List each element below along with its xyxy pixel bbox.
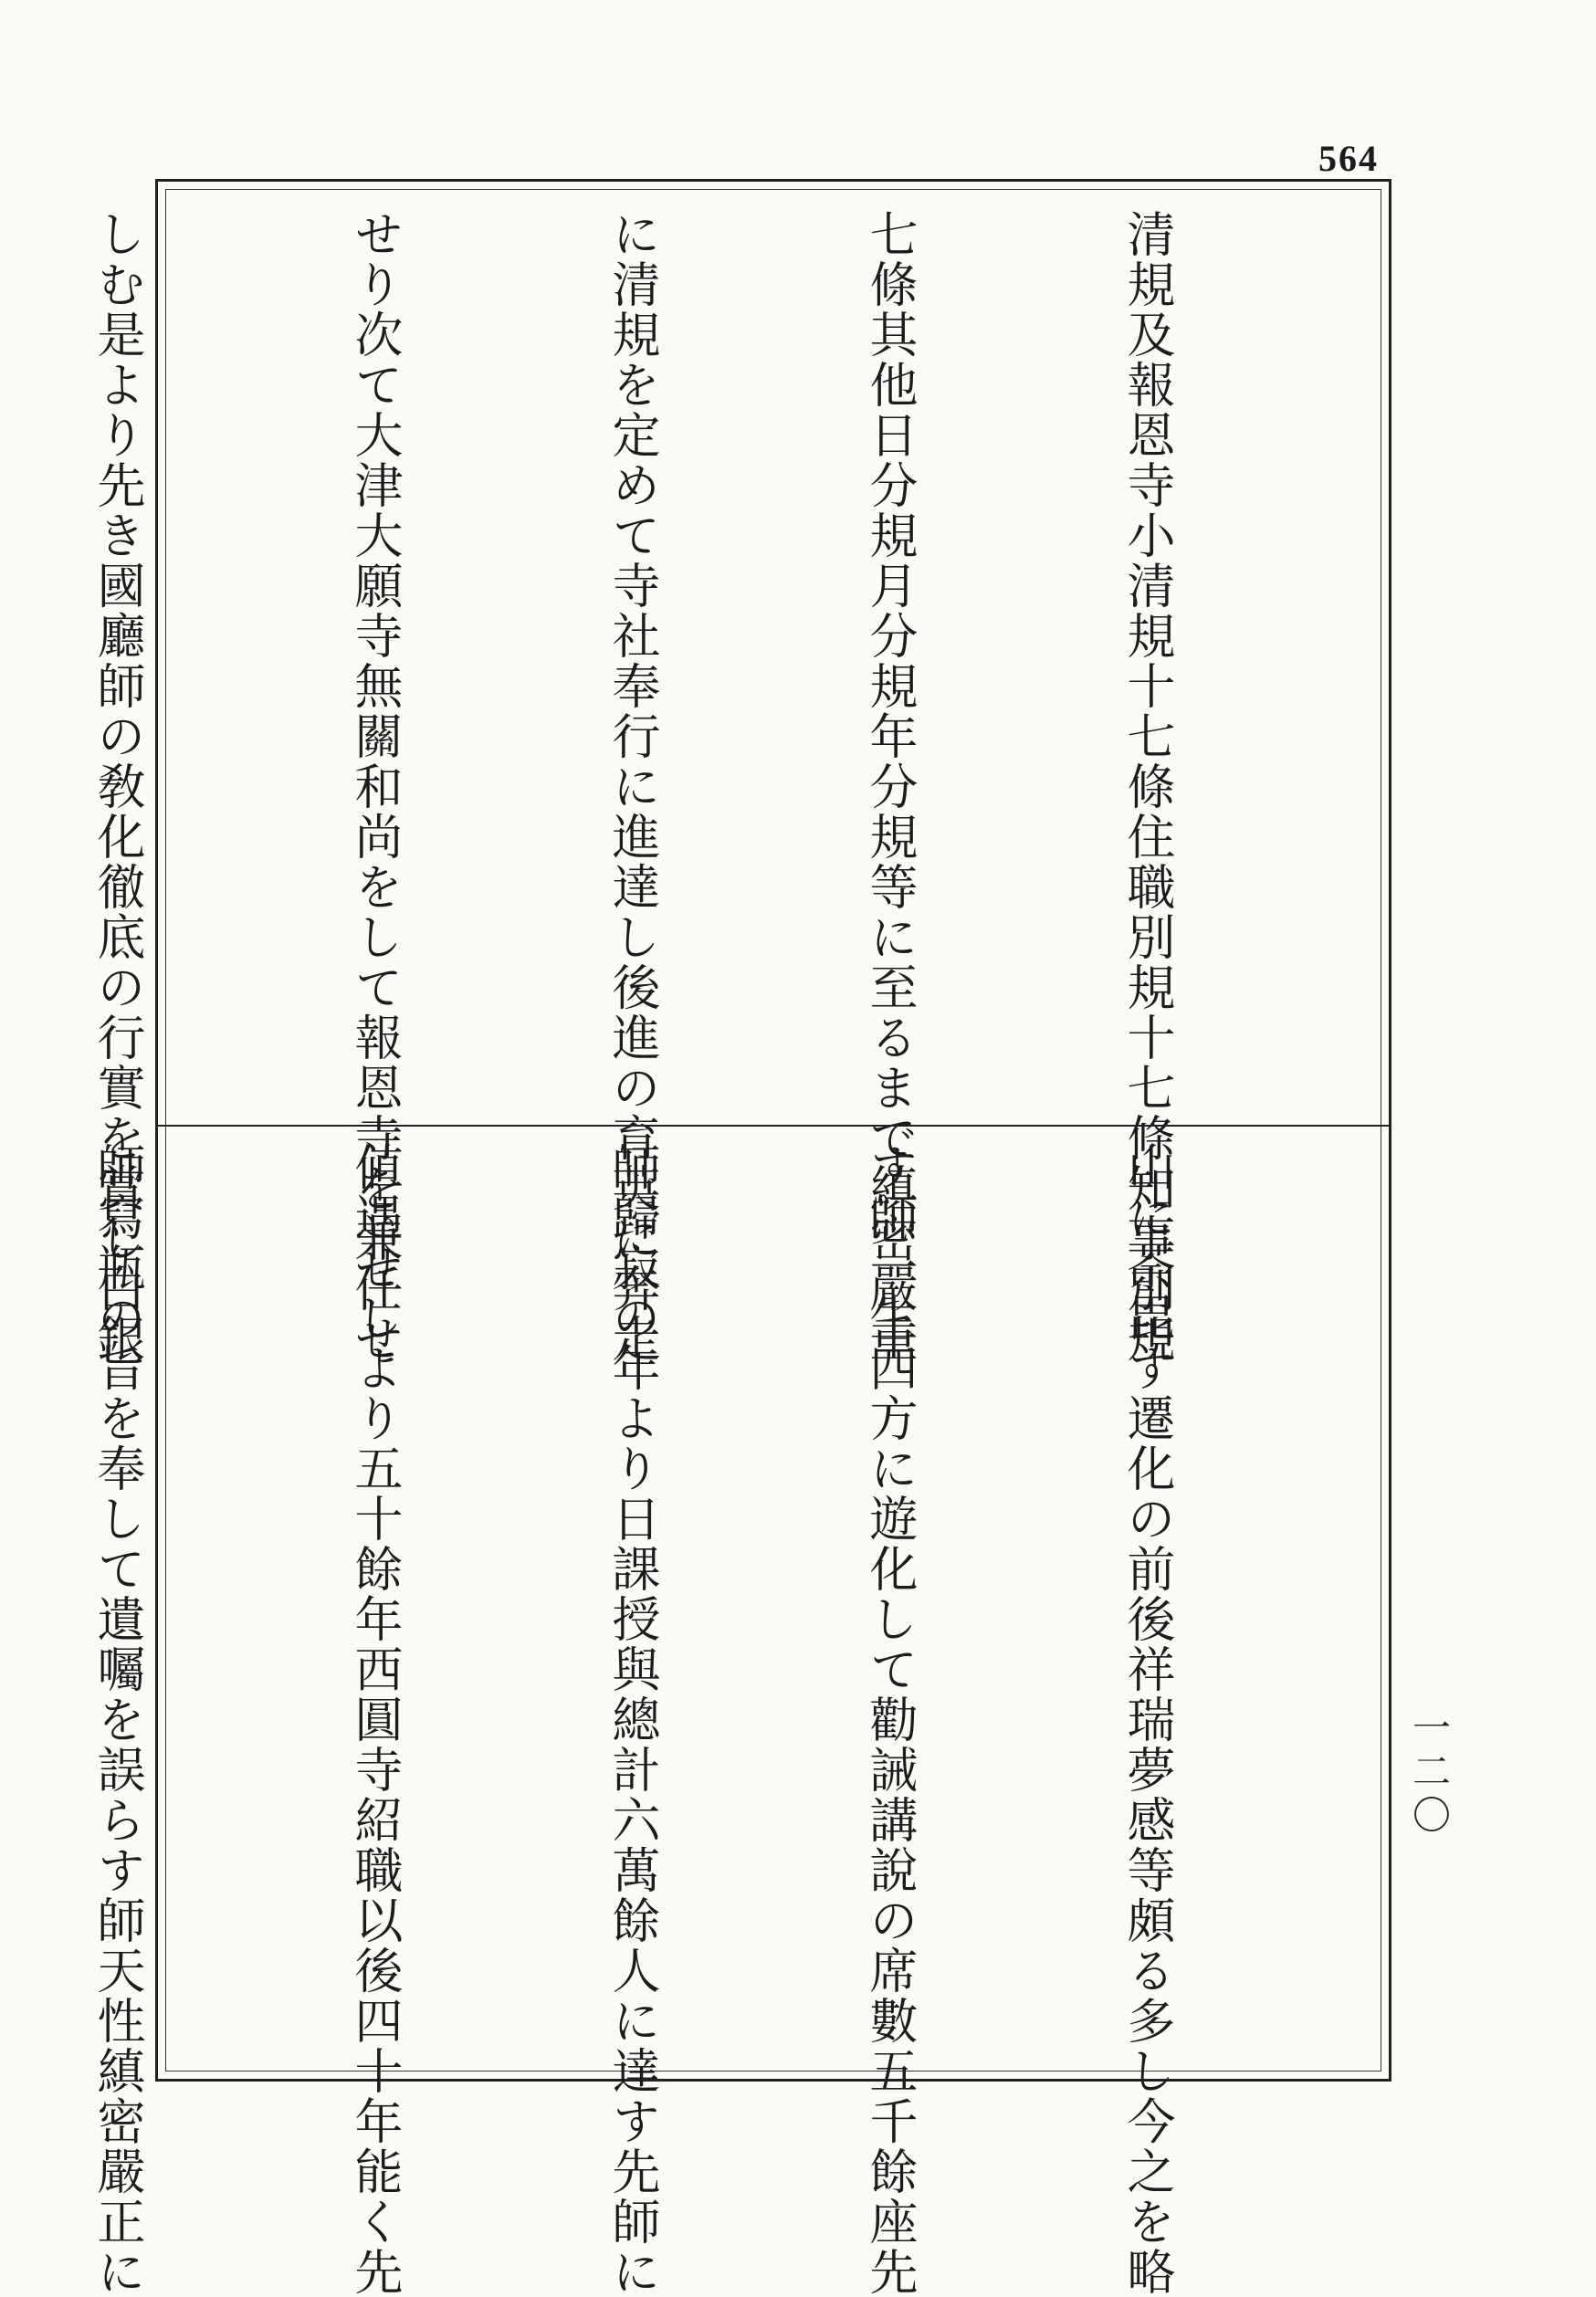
bottom-vertical-text: [89, 1142, 1361, 2297]
bottom-text-block: [89, 1142, 1361, 2297]
text-line: す師一生四方に遊化して勸誡講說の席數五千餘座先: [862, 1142, 918, 2297]
text-line: しむ是より先き國廳師の敎化徹底の行實を賞し白銀: [89, 209, 145, 1364]
text-line: 師寫瓶の旨を奉して遺囑を誤らす師天性縝密嚴正に: [89, 1142, 145, 2297]
text-line: 値遇せしより五十餘年西圓寺紹職以後四十年能く先: [347, 1142, 403, 2297]
side-page-number: 一二〇: [1407, 1707, 1452, 1839]
text-frame: [89, 179, 1391, 2297]
text-line: に清規を定めて寺社奉行に進達し後進の育英に奔走: [604, 209, 660, 1364]
text-line: 師歸寂の年より日課授與總計六萬餘人に達す先師に: [604, 1142, 660, 2297]
top-text-block: [89, 209, 1361, 1364]
page-number: 564: [1318, 138, 1379, 179]
text-line: せり次て大津大願寺無關和尚をして報恩寺を兼任せ: [347, 209, 403, 1364]
text-line: 七條其他日分規月分規年分規等に至るまで縝密嚴重: [862, 209, 918, 1364]
text-line: 山に荼毘す遷化の前後祥瑞夢感等頗る多し今之を略: [1119, 1142, 1175, 2297]
text-line: 清規及報恩寺小清規十七條住職別規十七條知事別規: [1119, 209, 1175, 1364]
section-divider: [158, 1125, 1389, 1127]
top-vertical-text: [89, 209, 1361, 1364]
